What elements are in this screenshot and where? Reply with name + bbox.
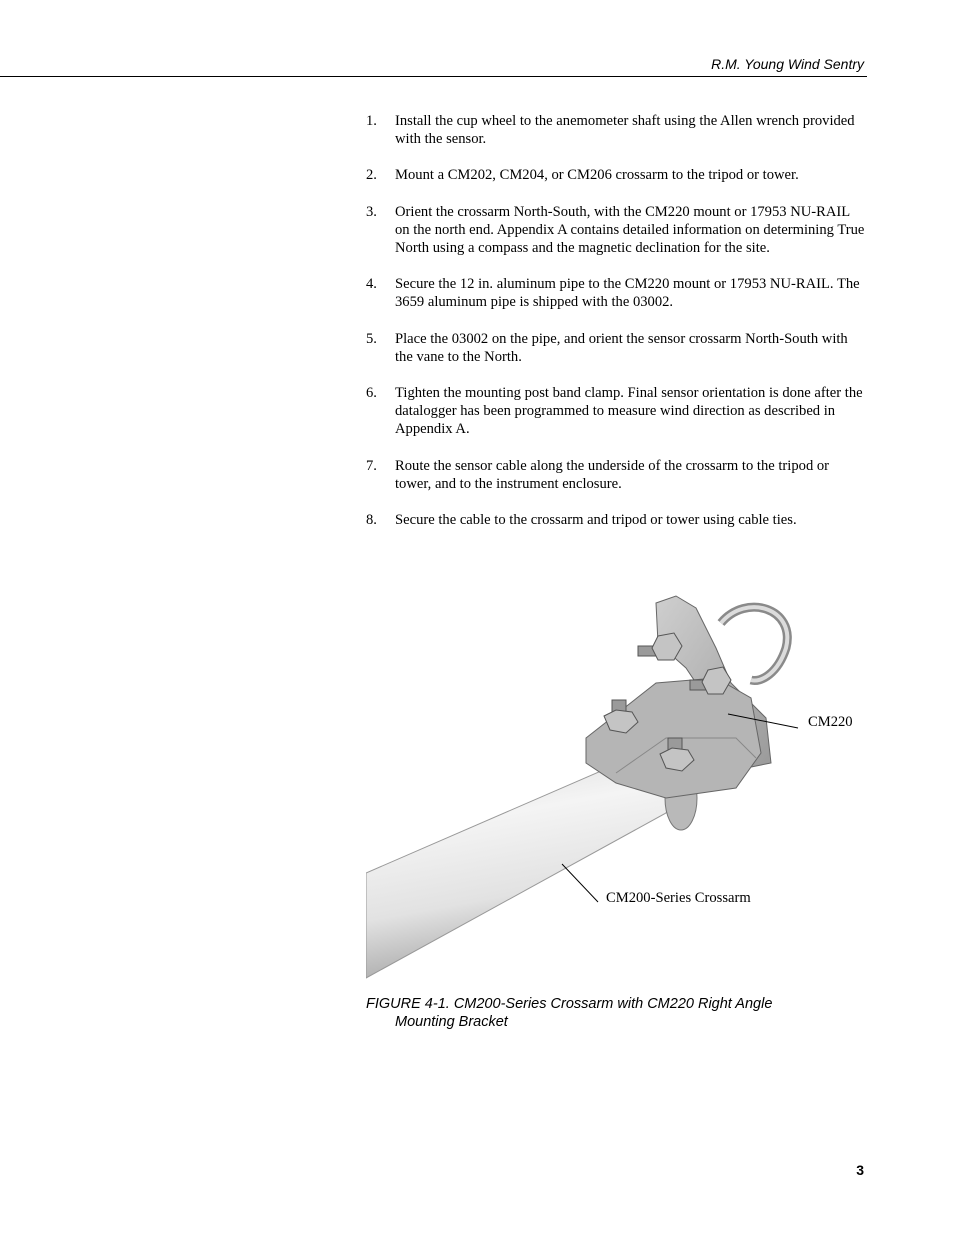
step-text: Route the sensor cable along the underside of the crossarm to the tripod or tower, and to the instrument enclosure. xyxy=(395,457,830,492)
crossarm-leader-line xyxy=(562,864,598,902)
step-item xyxy=(366,330,866,366)
cm220-label: CM220 xyxy=(808,714,853,730)
crossarm-illustration xyxy=(366,588,866,983)
header-rule xyxy=(0,76,867,77)
step-number: 3. xyxy=(366,203,377,220)
step-number: 2. xyxy=(366,167,377,184)
u-bolt xyxy=(721,607,787,680)
step-item xyxy=(366,275,866,311)
step-number: 7. xyxy=(366,457,377,474)
step-text: Mount a CM202, CM204, or CM206 crossarm to the tripod or tower. xyxy=(395,167,799,184)
step-item xyxy=(366,203,866,258)
step-item xyxy=(366,457,866,493)
bolt xyxy=(638,633,682,660)
crossarm-label: CM200-Series Crossarm xyxy=(606,890,751,906)
caption-line-1: FIGURE 4-1. CM200-Series Crossarm with CM220 Right Angle xyxy=(366,996,773,1012)
step-number: 1. xyxy=(366,113,377,129)
step-text: Install the cup wheel to the anemometer shaft using the Allen wrench provided with the sensor. xyxy=(395,113,855,148)
crossarm-pipe xyxy=(366,756,671,978)
step-text: Secure the 12 in. aluminum pipe to the CM220 mount or 17953 NU-RAIL. The 3659 aluminum pipe is shipped with the 03002. xyxy=(395,276,860,311)
step-text: Secure the cable to the crossarm and tripod or tower using cable ties. xyxy=(395,512,797,529)
installation-steps xyxy=(366,112,866,547)
figure-caption xyxy=(366,995,836,1031)
step-number: 6. xyxy=(366,385,377,402)
step-text: Orient the crossarm North-South, with the CM220 mount or 17953 NU-RAIL on the north end. Appendix A contains detailed information on determining True North using a compass and the magnetic declination for the site. xyxy=(395,203,865,257)
step-item xyxy=(366,384,866,439)
running-header: R.M. Young Wind Sentry xyxy=(711,56,864,72)
crossarm-figure xyxy=(366,588,866,983)
page-number: 3 xyxy=(856,1162,864,1178)
step-text: Tighten the mounting post band clamp. Final sensor orientation is done after the datalogger has been programmed to measure wind direction as described in Appendix A. xyxy=(395,385,863,438)
step-item xyxy=(366,112,866,148)
caption-line-2: Mounting Bracket xyxy=(395,1014,508,1030)
step-item xyxy=(366,166,866,184)
step-number: 5. xyxy=(366,330,377,347)
step-item xyxy=(366,511,866,529)
step-text: Place the 03002 on the pipe, and orient the sensor crossarm North-South with the vane to the North. xyxy=(395,330,848,365)
step-number: 8. xyxy=(366,512,377,529)
step-number: 4. xyxy=(366,276,377,293)
